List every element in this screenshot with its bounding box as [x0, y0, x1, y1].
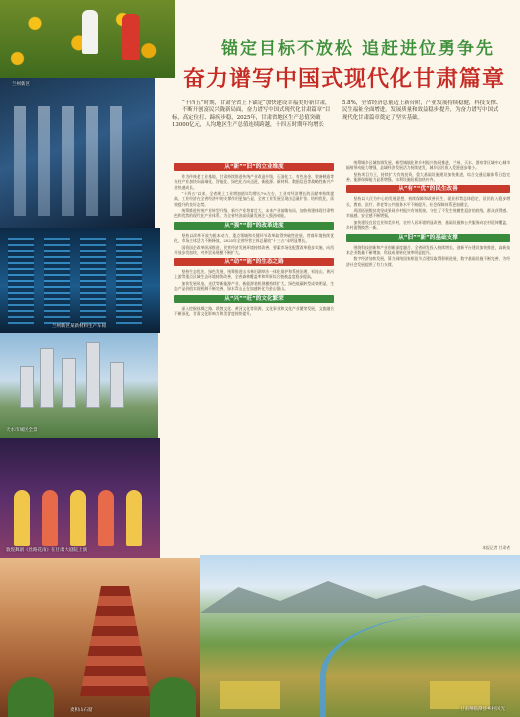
body-paragraph: 统筹城乡区域协调发展，新型城镇化和乡村振兴协同推进，兰州、天水、酒泉等区域中心城市辐射带动能力增强，县域经济发展活力持续迸发，城乡居民收入差距逐步缩小。 — [346, 160, 510, 171]
photo-figure — [82, 10, 98, 54]
photo-detail — [110, 362, 124, 408]
intro-paragraph: “十四五”时期，甘肃全省上下锚定“加快建设幸福美好新甘肃，不断开创富民兴陇新局面，奋力谱写中国式现代化甘肃篇章”目标，高定位打、蹄疾步稳，2025年，甘肃省地区生产总值突破13000亿元，人均地区生产总值连续跨越，十四五时期年均增长5.8%，全省经济总量迈上新台阶，产业发展持续稳健，科技支撑、民生福祉全面增进，发展质量和效益稳步提升，为奋力谱写中国式现代化甘肃篇章奠定了坚实基础。 — [172, 100, 502, 128]
photo-detail — [430, 681, 490, 709]
body-paragraph: 坚持以人民为中心的发展思想，持续保障和改善民生，就业形势总体稳定，居民收入稳步增长，教育、医疗、养老等公共服务水平不断提升，社会保障体系更加健全。 — [346, 196, 510, 207]
section-heading: 从“兴”“旺”的文化繁荣 — [174, 295, 334, 303]
body-column-left — [174, 160, 334, 542]
photo-detail — [20, 366, 34, 408]
body-paragraph: 巩固拓展脱贫攻坚成果同乡村振兴有效衔接，守住了不发生规模性返贫的底线，群众获得感、幸福感、安全感不断增强。 — [346, 208, 510, 219]
photo-detail — [40, 348, 54, 408]
photo-detail — [200, 573, 520, 613]
body-paragraph: 深入挖掘丝绸之路、敦煌文化、黄河文化等资源，文化事业和文化产业繁荣发展，文旅融合不断深化，甘肃文化影响力和美誉度持续提升。 — [174, 305, 334, 316]
photo-detail — [320, 615, 520, 717]
photo-detail — [62, 106, 74, 216]
photo-detail — [150, 677, 196, 717]
section-heading: 从“动”“能”的生态之路 — [174, 258, 334, 266]
body-paragraph: 加快建设宜居宜业和美乡村，农村人居环境明显改善，基础设施和公共服务向农村延伸覆盖，乡村面貌焕然一新。 — [346, 219, 510, 231]
body-paragraph: 围绕科技创新和产业创新深度融合，全省研发投入持续增长，创新平台建设加快推进，高新技术企业数量不断增加，科技成果转化效率明显提升。 — [346, 244, 510, 255]
photo-detail — [86, 106, 98, 216]
photo-detail — [62, 358, 76, 408]
page-title: 奋力谱写中国式现代化甘肃篇章 — [182, 66, 505, 92]
dance-performance-photo — [0, 438, 160, 558]
photo-detail — [110, 106, 122, 216]
body-paragraph: 国资国企改革纵深推进，民营经济发展环境持续改善，要素市场化配置改革稳步实施，向西开放步伐加快，对外贸易规模不断扩大。 — [174, 244, 334, 255]
body-paragraph: 加快发展风电、光伏等新能源产业，新能源装机规模持续扩大，绿色低碳转型成效明显，生态产品价值实现机制不断完善，绿水青山正在加速转化为金山银山。 — [174, 280, 334, 292]
section-heading: 从“旧”“新”的基础支撑 — [346, 234, 510, 242]
sunflower-field-photo — [0, 0, 175, 78]
photo-detail — [126, 490, 142, 546]
photo-detail — [14, 490, 30, 546]
body-paragraph: 数字经济加快发展，算力网络国家枢纽节点建设取得积极进展，数字基础设施不断完善，为经济社会发展提供了有力支撑。 — [346, 256, 510, 267]
photo-detail — [86, 342, 100, 408]
body-paragraph: 坚持项目为王，持续扩大有效投资，重大基础设施建设加快推进，综合交通运输体系日趋完善，能源保障能力显著增强，水利设施短板加快补齐。 — [346, 171, 510, 183]
section-heading: 从“强”“弱”的改革进度 — [174, 222, 334, 230]
photo-detail — [8, 238, 34, 324]
photo-caption: 兰州新区 — [12, 82, 30, 87]
photo-figure — [122, 14, 140, 60]
section-heading: 从“新”“旧”的立业维度 — [174, 163, 334, 171]
city-photo — [0, 333, 158, 438]
landscape-photo — [200, 555, 520, 717]
photo-detail — [116, 238, 142, 324]
body-paragraph: 坚持以改革开放为根本动力，重点领域和关键环节改革取得突破性进展，营商环境持续优化，市场主体活力不断释放，2025年全省经营主体总量较“十三五”末明显增长。 — [174, 232, 334, 244]
photo-caption: 天水市城区全景 — [6, 428, 38, 433]
photo-detail — [44, 238, 70, 324]
body-column-right — [346, 160, 510, 542]
photo-detail — [80, 238, 106, 324]
body-paragraph: 坚持生态优先、绿色发展，统筹推进山水林田湖草沙一体化保护和系统治理，祁连山、黄河上游等重点区域生态环境持续改善，全省森林覆盖率和草原综合植被盖度稳步提高。 — [174, 269, 334, 280]
photo-caption: 麦积山石窟 — [70, 708, 93, 713]
byline: 本报记者 甘肃省 — [482, 545, 510, 550]
datacenter-photo — [0, 228, 160, 333]
section-heading: 从“有”“优”的民生改善 — [346, 185, 510, 193]
photo-detail — [8, 677, 54, 717]
body-paragraph: 作为传统老工业基地，甘肃持续推进传统产业改造升级，石油化工、有色冶金、装备制造等支柱产业加快向高端化、智能化、绿色化方向迈进，新能源、新材料、数据信息等战略性新兴产业快速成长。 — [174, 174, 334, 190]
photo-detail — [14, 106, 26, 216]
photo-caption: 甘南州临潭县乡村风光 — [460, 707, 505, 712]
photo-detail — [42, 490, 58, 546]
photo-detail — [70, 490, 86, 546]
photo-detail — [80, 586, 150, 696]
photo-detail — [98, 490, 114, 546]
photo-detail — [38, 106, 50, 216]
headline-kicker: 锚定目标不放松 追赶进位勇争先 — [221, 39, 495, 59]
body-paragraph: 统筹推进传统产业转型升级、新兴产业培育壮大、未来产业前瞻布局，加快构建体现甘肃特色和优势的现代化产业体系，为全省经济高质量发展注入强劲动能。 — [174, 208, 334, 219]
grottoes-photo — [0, 558, 200, 717]
photo-caption: 兰州新区某新材料生产车间 — [52, 324, 106, 329]
factory-photo — [0, 78, 155, 228]
photo-caption: 敦煌舞剧《丝路花雨》在甘肃大剧院上演 — [6, 548, 87, 553]
photo-detail — [220, 681, 280, 709]
body-paragraph: “十四五”以来，全省规上工业增加值年均增长7%左右，工业对经济增长的贡献率持续提高，工业经济在全省经济中的支撑作用更加凸显，全省工业发展呈现出总量扩张、结构优化、质效提升的良好态势。 — [174, 191, 334, 207]
